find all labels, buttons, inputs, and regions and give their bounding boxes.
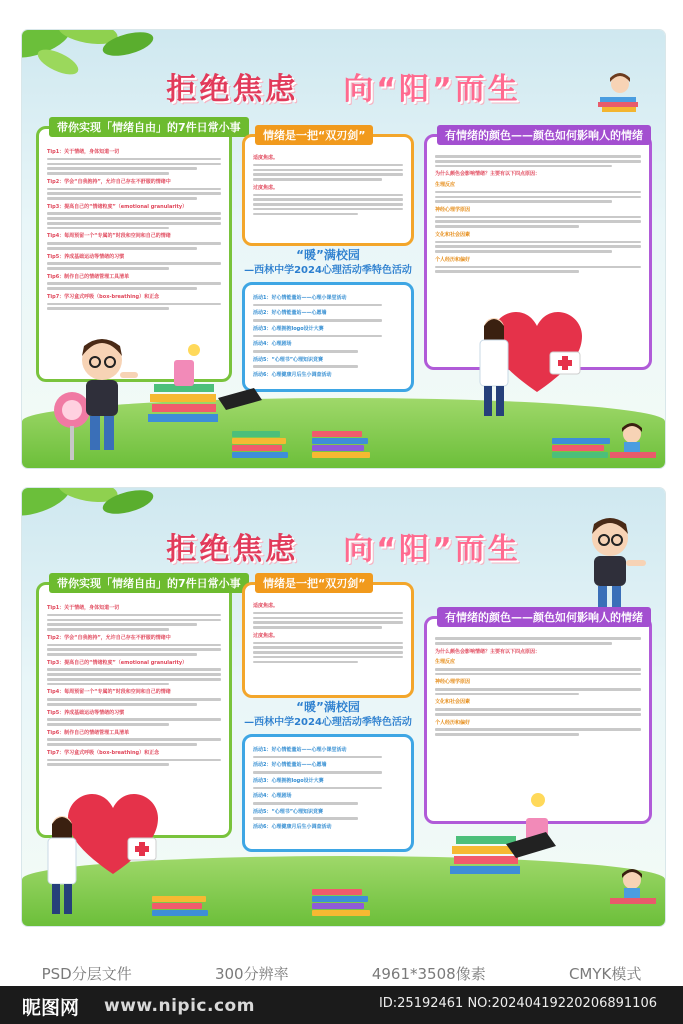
tip-7-b: Tip7：学习盒式呼吸（box-breathing）和正念 (47, 749, 160, 756)
nipic-logo: 昵图网 (22, 997, 80, 1019)
books-row-left-2 (152, 876, 212, 916)
culture-heading: 文化和社会因素 (435, 231, 471, 238)
doctor-icon (474, 316, 514, 420)
excess-anxiety-heading-2: 过度焦虑。 (253, 632, 279, 639)
tip-5: Tip5：养成基础运动等情绪的习惯 (47, 253, 125, 260)
neuro-heading-2: 神经心理学原因 (435, 679, 471, 686)
tip-7: Tip7：学习盒式呼吸（box-breathing）和正念 (47, 293, 160, 300)
why-color-heading: 为什么颜色会影响情绪？主要有以下四点原因： (435, 171, 541, 178)
double-edged-panel (242, 129, 414, 246)
poster-title (22, 64, 665, 108)
activity-5: 活动5：“心理书”心理知识竞赛 (253, 356, 324, 363)
neuro-heading: 神经心理学原因 (435, 206, 471, 213)
psd-label: PSD分层文件 (41, 964, 132, 983)
tip-6: Tip6：制作自己的情绪管理工具清单 (47, 273, 130, 280)
title-part-a-2: 拒绝焦虑 (166, 532, 299, 567)
poster-board-bottom (22, 488, 665, 926)
campus-activity-subtitle: —西林中学2024心理活动季特色活动 (244, 265, 412, 276)
double-edged-title-2: 情绪是一把“双刃剑” (255, 573, 373, 593)
excess-anxiety-heading: 过度焦虑。 (253, 184, 279, 191)
tip-3: Tip3：提高自己的“情绪粒度”（emotional granularity） (47, 203, 188, 210)
nipic-url: www.nipic.com (104, 996, 255, 1016)
why-color-heading-2: 为什么颜色会影响情绪？主要有以下四点原因： (435, 648, 541, 655)
color-mode-label: CMYK模式 (568, 964, 642, 983)
boy-teacher-icon-2 (574, 514, 654, 610)
activity-3-b: 活动3：心理拥抱logo设计大赛 (253, 777, 324, 784)
activity-2-b: 活动2：好心情能量站——心愿墙 (253, 762, 327, 769)
double-edged-panel-2 (242, 577, 414, 698)
tip-5-b: Tip5：养成基础运动等情绪的习惯 (47, 709, 125, 716)
tips-panel-title-2: 带你实现「情绪自由」的7件日常小事 (49, 573, 249, 593)
books-row-mid-2 (312, 876, 372, 916)
activity-1: 活动1：好心情能量站——心理小课堂活动 (253, 295, 347, 301)
tip-1-b: Tip1：关于情绪，身体知道一切 (47, 605, 120, 611)
tip-3-b: Tip3：提高自己的“情绪粒度”（emotional granularity） (47, 659, 188, 666)
books-row-mid (312, 418, 372, 458)
activities-panel (242, 282, 414, 392)
nipic-bar (0, 986, 683, 1024)
physiology-heading-2: 生理反应 (435, 659, 456, 666)
activities-list (253, 291, 403, 385)
tip-1: Tip1：关于情绪，身体知道一切 (47, 149, 120, 155)
nipic-id: ID:25192461 NO:20240419220206891106 (378, 996, 657, 1011)
poster-title-2 (22, 524, 665, 568)
campus-activity-subtitle-2: —西林中学2024心理活动季特色活动 (244, 717, 412, 728)
campus-activity-heading-2 (242, 700, 414, 730)
tip-2: Tip2：学会“自我抱持”，允许自己存在不舒服的情绪中 (47, 178, 171, 185)
activity-4: 活动4：心理剧场 (253, 341, 292, 348)
pixels-label: 4961*3508像素 (371, 964, 486, 983)
books-row-right (552, 418, 612, 458)
dpi-label: 300分辨率 (214, 964, 289, 983)
activity-6-b: 活动6：心理健康月后生小调查活动 (253, 823, 332, 830)
mild-anxiety-heading-2: 适度焦虑。 (253, 603, 279, 609)
campus-activity-heading (242, 248, 414, 278)
double-edged-text (253, 151, 403, 239)
title-part-b: 向“阳”而生 (343, 72, 521, 107)
tips-panel-title: 带你实现「情绪自由」的7件日常小事 (49, 117, 249, 137)
title-part-b-2: 向“阳”而生 (343, 532, 521, 567)
tip-4-b: Tip4：每周预留一个“专属的”时段和空间和自己的情绪 (47, 689, 171, 696)
tip-6-b: Tip6：制作自己的情绪管理工具清单 (47, 729, 130, 736)
campus-activity-title-2: “暖”满校园 (296, 700, 360, 714)
activity-2: 活动2：好心情能量站——心愿墙 (253, 310, 327, 317)
activity-1-b: 活动1：好心情能量站——心理小课堂活动 (253, 747, 347, 753)
personal-heading-2: 个人经历和偏好 (435, 719, 471, 726)
watermark-footer (0, 958, 683, 1024)
physiology-heading: 生理反应 (435, 181, 456, 188)
activity-5-b: 活动5：“心理书”心理知识竞赛 (253, 808, 324, 815)
culture-heading-2: 文化和社会因素 (435, 699, 471, 706)
campus-activity-title: “暖”满校园 (296, 248, 360, 262)
activity-3: 活动3：心理拥抱logo设计大赛 (253, 325, 324, 332)
reading-girl-icon (594, 72, 642, 116)
poster-board-top (22, 30, 665, 468)
color-emotion-title: 有情绪的颜色——颜色如何影响人的情绪 (437, 125, 651, 145)
sitting-kid-icon (608, 422, 658, 462)
tip-4: Tip4：每周预留一个“专属的”时段和空间和自己的情绪 (47, 233, 171, 240)
sitting-kid-icon-2 (608, 868, 658, 908)
tip-2-b: Tip2：学会“自我抱持”，允许自己存在不舒服的情绪中 (47, 634, 171, 641)
personal-heading: 个人经历和偏好 (435, 256, 471, 263)
activity-6: 活动6：心理健康月后生小调查活动 (253, 371, 332, 378)
file-meta-row (0, 958, 683, 988)
books-stack-icon-2 (446, 788, 566, 884)
doctor-icon-2 (42, 814, 82, 918)
books-row-left (232, 418, 292, 458)
double-edged-text-2 (253, 599, 403, 691)
activities-panel-2 (242, 734, 414, 852)
activities-list-2 (253, 743, 403, 845)
color-emotion-title-2: 有情绪的颜色——颜色如何影响人的情绪 (437, 607, 651, 627)
mild-anxiety-heading: 适度焦虑。 (253, 155, 279, 161)
title-part-a: 拒绝焦虑 (166, 72, 299, 107)
activity-4-b: 活动4：心理剧场 (253, 793, 292, 800)
boy-teacher-icon (50, 330, 140, 460)
double-edged-title: 情绪是一把“双刃剑” (255, 125, 373, 145)
